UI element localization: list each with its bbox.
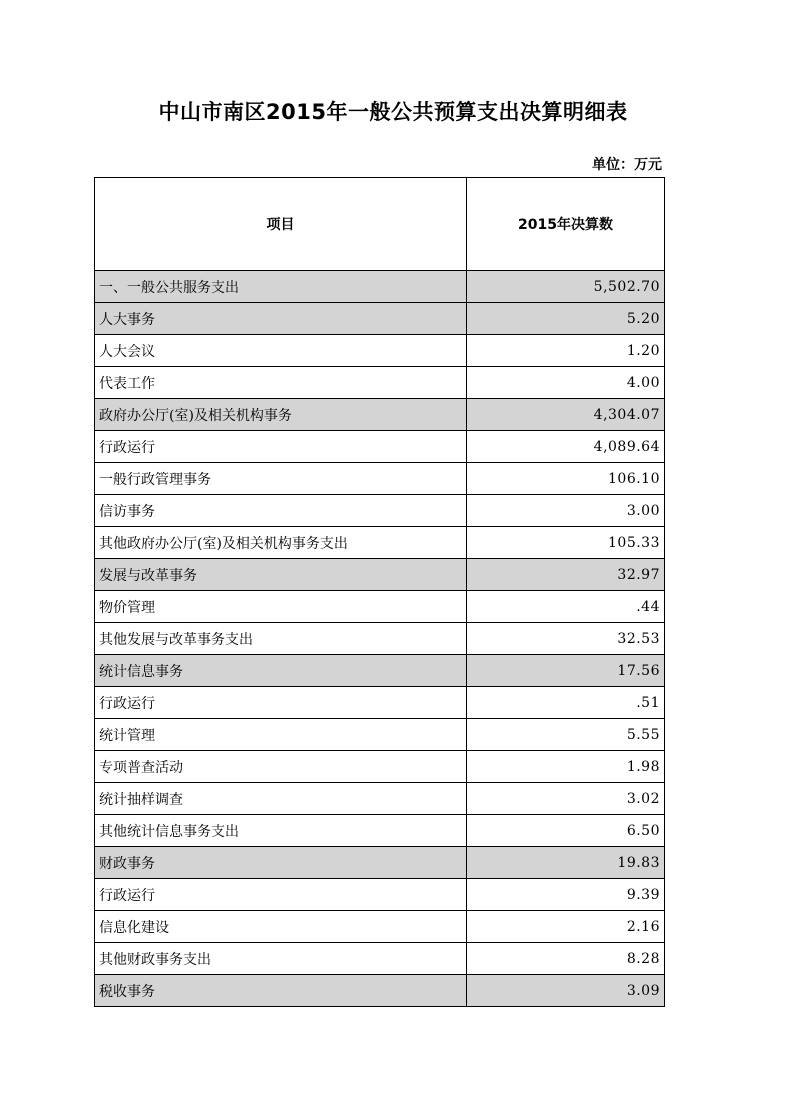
table-row <box>95 847 665 879</box>
row-amount: 4.00 <box>467 367 665 399</box>
table-row <box>95 463 665 495</box>
row-amount: 5,502.70 <box>467 271 665 303</box>
row-item-name: 财政事务 <box>95 847 467 879</box>
table-row <box>95 527 665 559</box>
row-item-name: 其他财政事务支出 <box>95 943 467 975</box>
table-header-row <box>95 178 665 271</box>
row-amount: 3.00 <box>467 495 665 527</box>
table-row <box>95 783 665 815</box>
row-amount: 17.56 <box>467 655 665 687</box>
row-item-name: 一般行政管理事务 <box>95 463 467 495</box>
row-item-name: 其他统计信息事务支出 <box>95 815 467 847</box>
row-amount: 2.16 <box>467 911 665 943</box>
table-row <box>95 911 665 943</box>
row-item-name: 统计抽样调查 <box>95 783 467 815</box>
row-item-name: 其他政府办公厅(室)及相关机构事务支出 <box>95 527 467 559</box>
table-body <box>95 271 665 1007</box>
row-item-name: 专项普查活动 <box>95 751 467 783</box>
table-row <box>95 719 665 751</box>
row-amount: 1.20 <box>467 335 665 367</box>
table-row <box>95 431 665 463</box>
row-amount: 32.97 <box>467 559 665 591</box>
row-amount: 106.10 <box>467 463 665 495</box>
table-row <box>95 815 665 847</box>
row-item-name: 人大会议 <box>95 335 467 367</box>
budget-table <box>94 177 665 1007</box>
row-amount: 19.83 <box>467 847 665 879</box>
row-item-name: 行政运行 <box>95 431 467 463</box>
table-row <box>95 879 665 911</box>
row-amount: 8.28 <box>467 943 665 975</box>
row-amount: .44 <box>467 591 665 623</box>
row-item-name: 物价管理 <box>95 591 467 623</box>
row-item-name: 税收事务 <box>95 975 467 1007</box>
row-item-name: 人大事务 <box>95 303 467 335</box>
unit-label: 单位：万元 <box>592 157 662 173</box>
row-amount: 5.55 <box>467 719 665 751</box>
table-row <box>95 559 665 591</box>
table-row <box>95 751 665 783</box>
row-item-name: 行政运行 <box>95 879 467 911</box>
row-amount: 3.02 <box>467 783 665 815</box>
row-item-name: 一、一般公共服务支出 <box>95 271 467 303</box>
row-amount: 4,089.64 <box>467 431 665 463</box>
page-title: 中山市南区2015年一般公共预算支出决算明细表 <box>158 100 628 124</box>
table-row <box>95 687 665 719</box>
row-item-name: 信访事务 <box>95 495 467 527</box>
row-amount: 105.33 <box>467 527 665 559</box>
table-row <box>95 591 665 623</box>
row-amount: 4,304.07 <box>467 399 665 431</box>
row-item-name: 统计信息事务 <box>95 655 467 687</box>
table-row <box>95 399 665 431</box>
table-row <box>95 303 665 335</box>
table-row <box>95 495 665 527</box>
table-row <box>95 975 665 1007</box>
table-row <box>95 367 665 399</box>
row-item-name: 其他发展与改革事务支出 <box>95 623 467 655</box>
row-item-name: 信息化建设 <box>95 911 467 943</box>
table-row <box>95 943 665 975</box>
table-row <box>95 623 665 655</box>
table-row <box>95 335 665 367</box>
row-amount: .51 <box>467 687 665 719</box>
row-item-name: 政府办公厅(室)及相关机构事务 <box>95 399 467 431</box>
row-amount: 5.20 <box>467 303 665 335</box>
row-amount: 3.09 <box>467 975 665 1007</box>
table-row <box>95 271 665 303</box>
row-amount: 6.50 <box>467 815 665 847</box>
row-amount: 1.98 <box>467 751 665 783</box>
row-amount: 32.53 <box>467 623 665 655</box>
table-row <box>95 655 665 687</box>
header-item: 项目 <box>95 178 467 271</box>
row-item-name: 发展与改革事务 <box>95 559 467 591</box>
row-item-name: 统计管理 <box>95 719 467 751</box>
header-amount: 2015年决算数 <box>467 178 665 271</box>
row-item-name: 代表工作 <box>95 367 467 399</box>
row-amount: 9.39 <box>467 879 665 911</box>
row-item-name: 行政运行 <box>95 687 467 719</box>
